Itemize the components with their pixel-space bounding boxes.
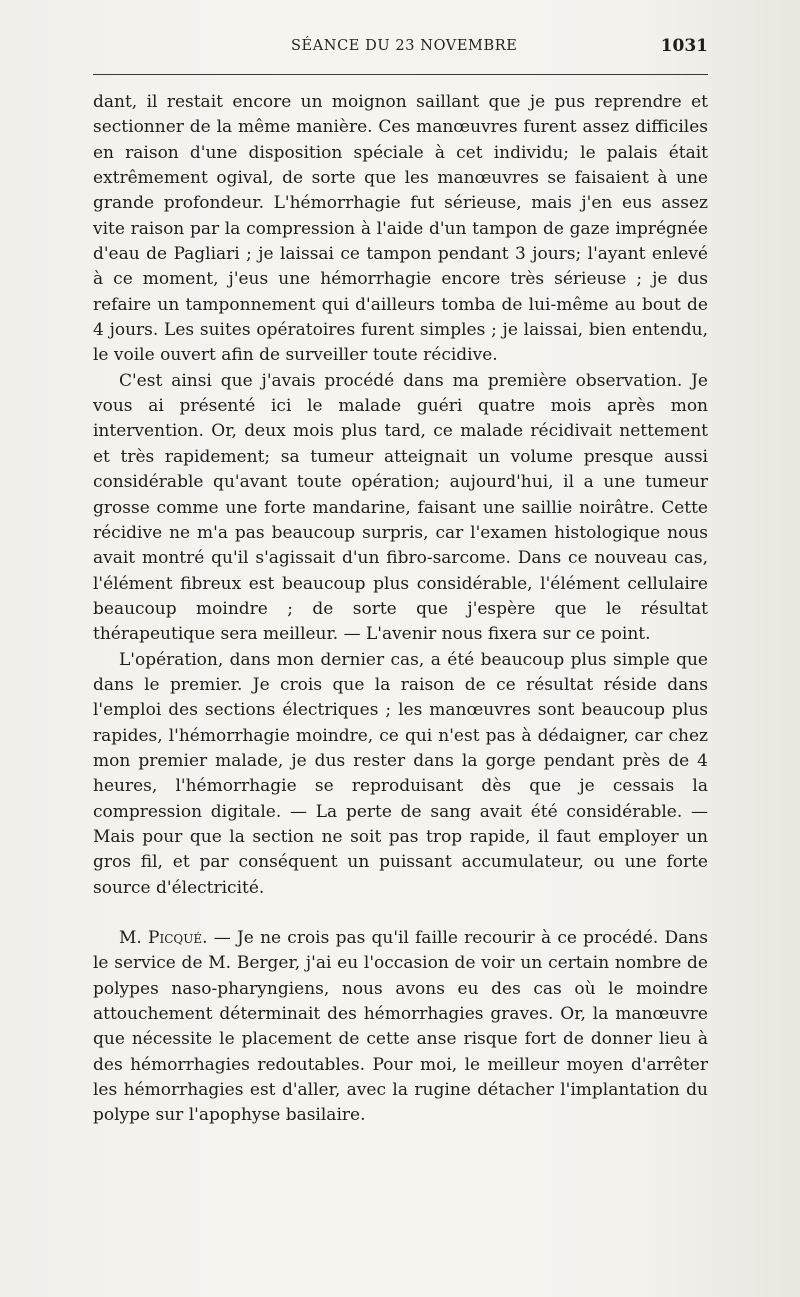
intervention-text: — Je ne crois pas qu'il faille recourir à ce procédé. Dans le service de M. Berger, j'ai eu l'occasion de voir un certain nombre de polypes naso-pharyngiens, nous avons eu des cas où le moindre attouchement déterminait des hémorrhagies graves. Or, la manœuvre que nécessite le placement de cette anse risque fort de donner lieu à des hémorrhagies redoutables. Pour moi, le meilleur moyen d'arrêter les hémorrhagies est d'aller, avec la rugine détacher l'implantation du polype sur l'apophyse basilaire.: [93, 928, 708, 1126]
header-rule: [93, 74, 708, 75]
page-number: 1031: [660, 36, 708, 56]
speaker-name: M. Picqué.: [119, 928, 208, 948]
paragraph-continuation: dant, il restait encore un moignon saillant que je pus reprendre et sectionner de la même manière. Ces manœuvres furent assez difficiles en raison d'une disposition spéciale à cet individu; le palais était extrêmement ogival, de sorte que les manœuvres se faisaient à une grande profondeur. L'hémorrhagie fut sérieuse, mais j'en eus assez vite raison par la compression à l'aide d'un tampon de gaze imprégnée d'eau de Pagliari ; je laissai ce tampon pendant 3 jours; l'ayant enlevé à ce moment, j'eus une hémorrhagie encore très sérieuse ; je dus refaire un tamponnement qui d'ailleurs tomba de lui-même au bout de 4 jours. Les suites opératoires furent simples ; je laissai, bien entendu, le voile ouvert afin de surveiller toute récidive.: [93, 92, 708, 366]
running-head: [93, 36, 708, 60]
paragraph-intervention: [93, 926, 708, 1129]
body-text: [93, 90, 708, 1129]
paragraph-last-case: L'opération, dans mon dernier cas, a été beaucoup plus simple que dans le premier. Je crois que la raison de ce résultat réside dans l'emploi des sections électriques ; les manœuvres sont beaucoup plus rapides, l'hémorrhagie moindre, ce qui n'est pas à dédaigner, car chez mon premier malade, je dus rester dans la gorge pendant près de 4 heures, l'hémorrhagie se reproduisant dès que je cessais la compression digitale. — La perte de sang avait été considérable. — Mais pour que la section ne soit pas trop rapide, il faut employer un gros fil, et par conséquent un puissant accumulateur, ou une forte source d'électricité.: [93, 649, 708, 898]
paragraph-first-observation: C'est ainsi que j'avais procédé dans ma première observation. Je vous ai présenté ici le malade guéri quatre mois après mon intervention. Or, deux mois plus tard, ce malade récidivait nettement et très rapidement; sa tumeur atteignait un volume presque aussi considérable qu'avant toute opération; aujourd'hui, il a une tumeur grosse comme une forte mandarine, faisant une saillie noirâtre. Cette récidive ne m'a pas beaucoup surpris, car l'examen histologique nous avait montré qu'il s'agissait d'un fibro-sarcome. Dans ce nouveau cas, l'élément fibreux est beaucoup plus considérable, l'élément cellulaire beaucoup moindre ; de sorte que j'espère que le résultat thérapeutique sera meilleur. — L'avenir nous fixera sur ce point.: [93, 370, 708, 645]
running-title: SÉANCE DU 23 NOVEMBRE: [291, 38, 518, 54]
